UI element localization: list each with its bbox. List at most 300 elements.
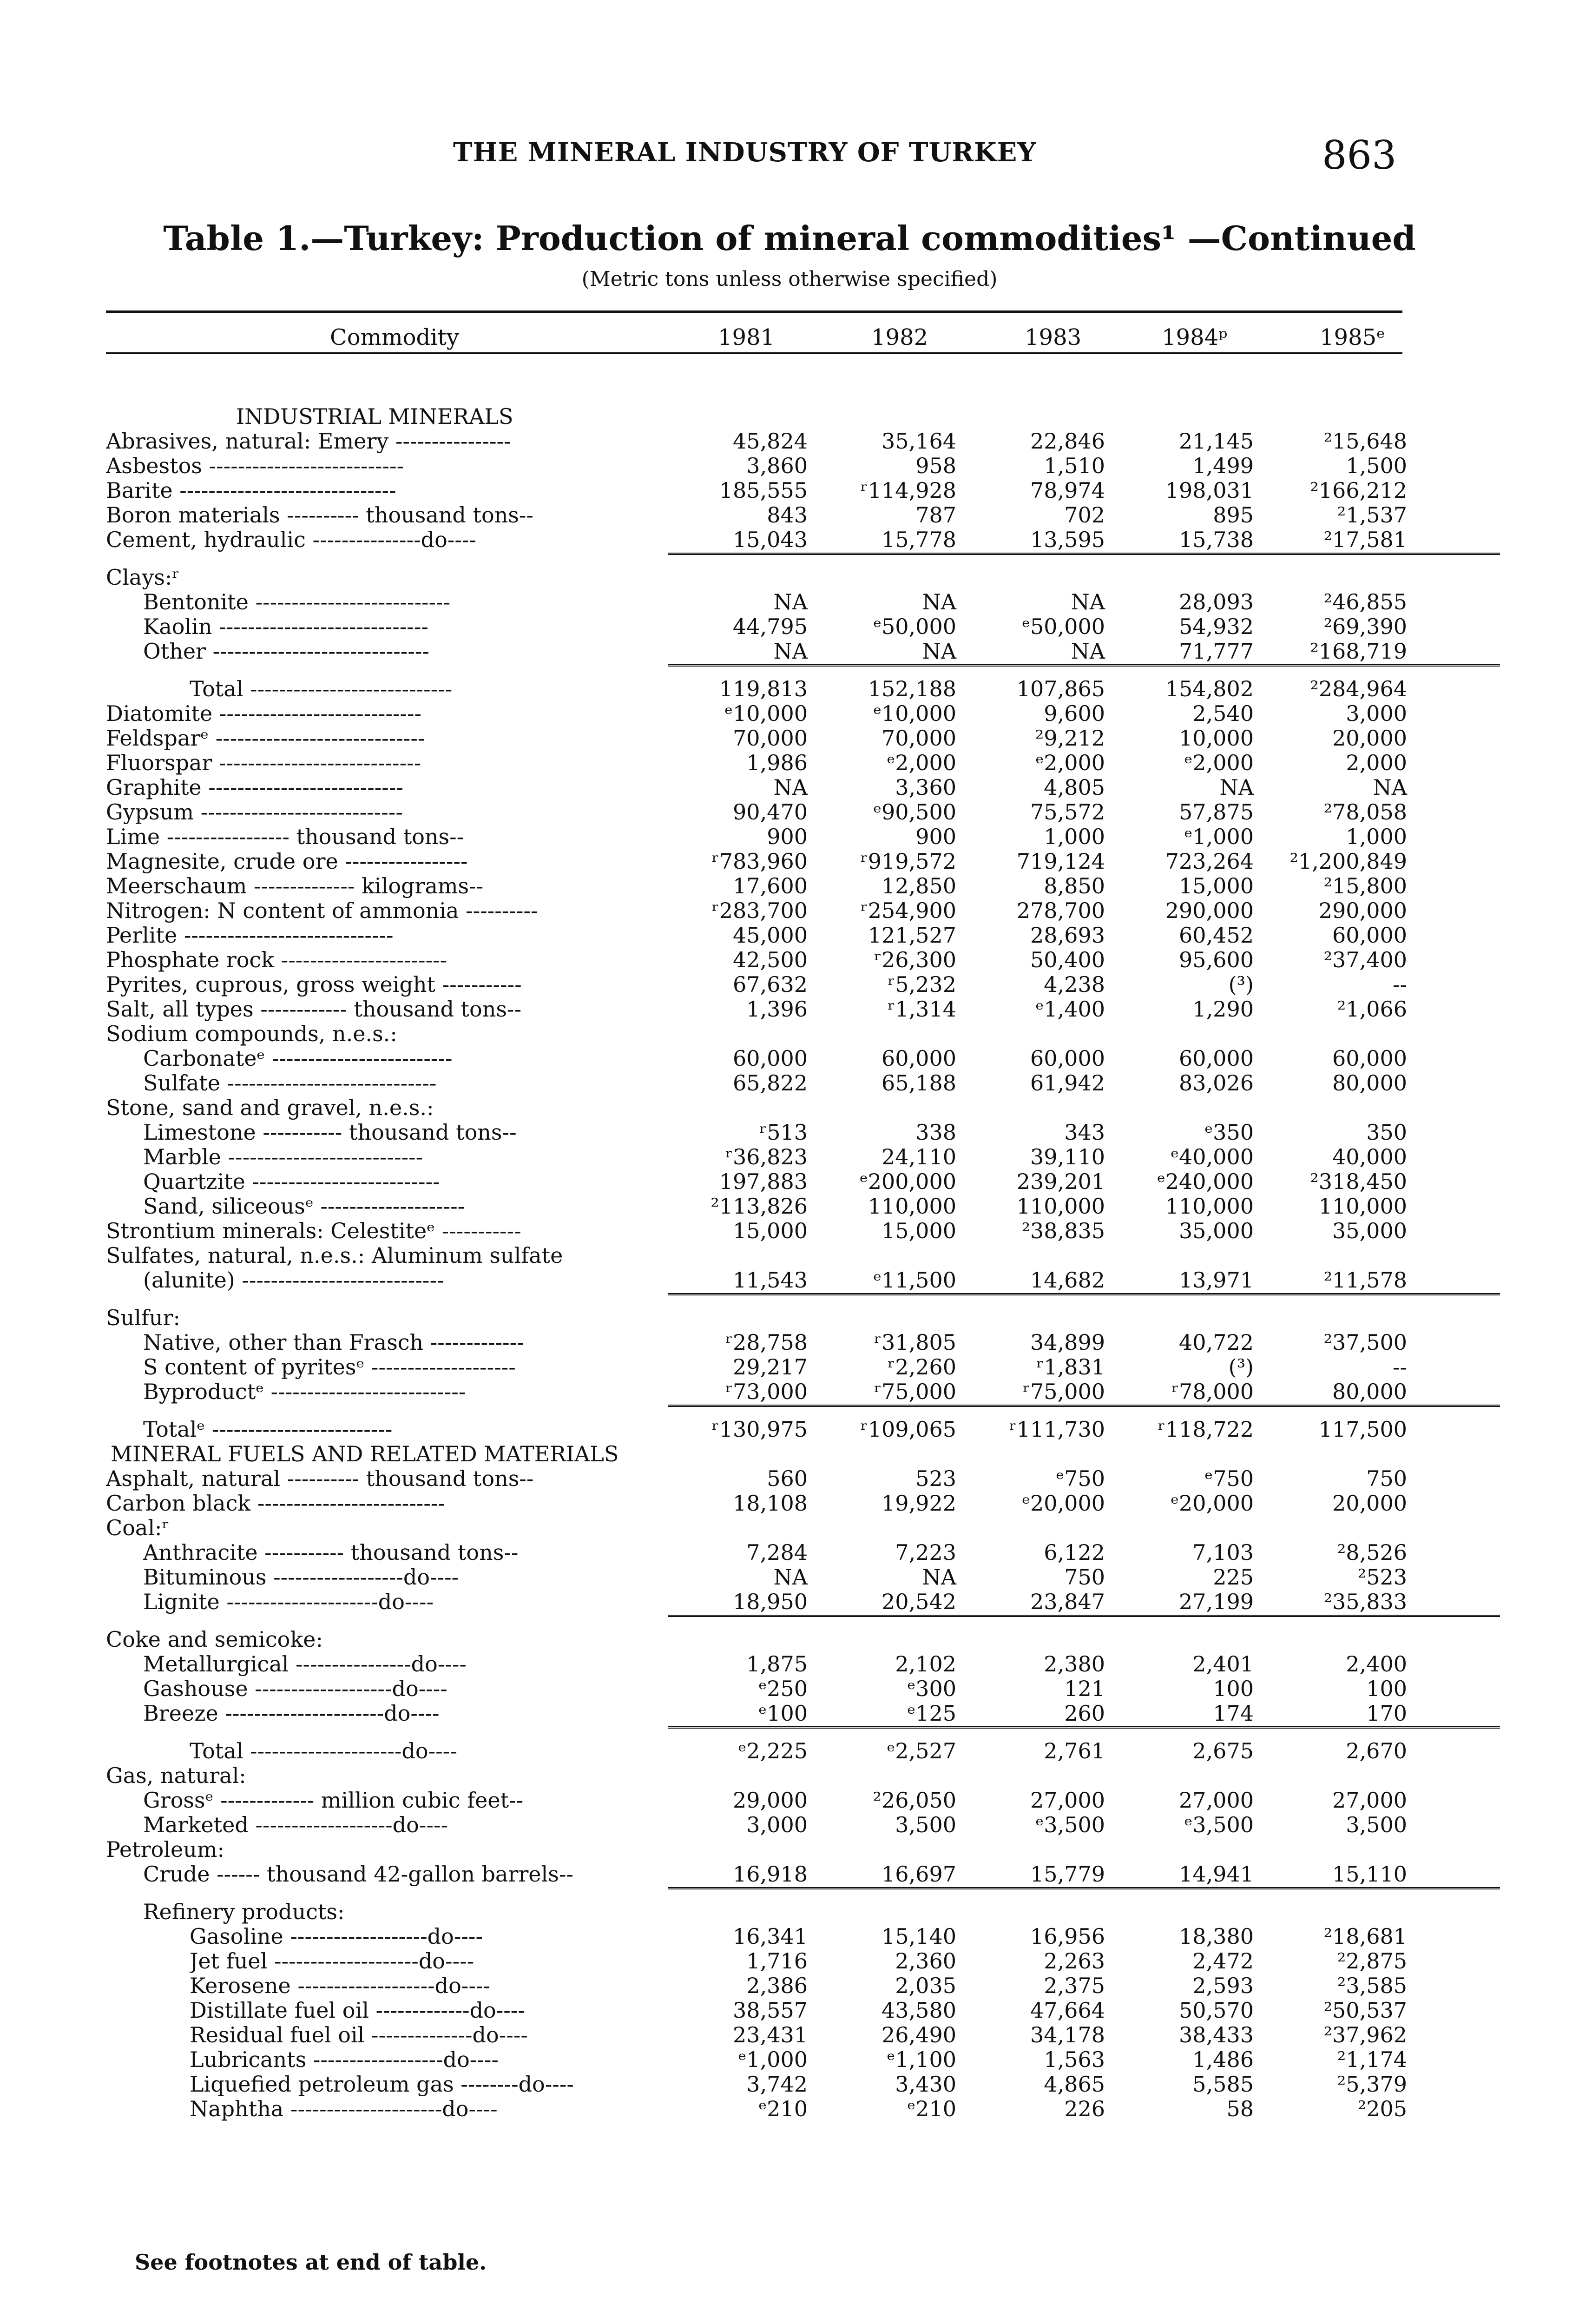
- value-cell: 18,108: [733, 1491, 808, 1516]
- column-header-1981: 1981: [718, 324, 775, 350]
- value-cell: ʳ31,805: [874, 1330, 956, 1355]
- value-cell: 2,593: [1192, 1973, 1254, 1998]
- commodity-label: Other ------------------------------: [143, 639, 429, 664]
- value-cell: 350: [1366, 1120, 1407, 1145]
- value-cell: 2,761: [1044, 1738, 1105, 1763]
- value-cell: ᵉ750: [1056, 1466, 1105, 1491]
- commodity-label: Gasoline -------------------do----: [190, 1924, 483, 1949]
- value-cell: 14,941: [1179, 1862, 1254, 1887]
- value-cell: 24,110: [882, 1144, 956, 1169]
- value-cell: 23,847: [1030, 1589, 1105, 1614]
- value-cell: ʳ75,000: [1023, 1379, 1105, 1404]
- commodity-label: Refinery products:: [143, 1900, 345, 1924]
- value-cell: ²1,066: [1337, 997, 1407, 1022]
- value-cell: 39,110: [1030, 1144, 1105, 1169]
- table-row: [106, 1022, 1402, 1046]
- value-cell: ²15,800: [1323, 873, 1407, 898]
- value-cell: ᵉ90,500: [873, 799, 956, 825]
- value-cell: ʳ111,730: [1009, 1417, 1105, 1442]
- value-cell: ²37,400: [1323, 947, 1407, 972]
- commodity-label: Abrasives, natural: Emery ----------------: [106, 429, 511, 454]
- value-cell: ²18,681: [1323, 1924, 1407, 1949]
- value-cell: 3,000: [746, 1812, 808, 1837]
- commodity-label: Bituminous ------------------do----: [143, 1565, 459, 1590]
- table-row: [106, 1516, 1402, 1540]
- commodity-label: Naphtha ---------------------do----: [190, 2097, 498, 2121]
- value-cell: 16,341: [733, 1924, 808, 1949]
- value-cell: ᵉ11,500: [873, 1268, 956, 1293]
- commodity-label: Kaolin -----------------------------: [143, 614, 428, 639]
- value-cell: 110,000: [1318, 1194, 1407, 1219]
- value-cell: ²284,964: [1310, 676, 1407, 701]
- table-row: [106, 1169, 1407, 1194]
- value-cell: 42,500: [733, 947, 808, 972]
- value-cell: ᵉ40,000: [1171, 1144, 1254, 1169]
- value-cell: 2,380: [1044, 1651, 1105, 1677]
- value-cell: ²5,379: [1337, 2072, 1407, 2097]
- value-cell: 95,600: [1179, 947, 1254, 972]
- commodity-label: Lignite ---------------------do----: [143, 1590, 434, 1614]
- value-cell: ²26,050: [873, 1788, 956, 1813]
- value-cell: (³): [1228, 1354, 1254, 1380]
- commodity-label: Gashouse -------------------do----: [143, 1677, 447, 1701]
- value-cell: ᵉ1,000: [738, 2047, 808, 2072]
- value-cell: 2,670: [1346, 1738, 1407, 1763]
- table-row: [106, 1442, 1402, 1466]
- value-cell: 70,000: [882, 726, 956, 751]
- value-cell: 50,570: [1179, 1998, 1254, 2023]
- table-row: [106, 1120, 1407, 1145]
- value-cell: NA: [922, 589, 956, 614]
- value-cell: 197,883: [719, 1169, 808, 1194]
- commodity-label: Asphalt, natural ---------- thousand tons--: [106, 1466, 534, 1491]
- table-row: [106, 404, 1402, 429]
- table-row: [106, 1330, 1407, 1355]
- value-cell: 1,500: [1346, 453, 1407, 478]
- commodity-label: Nitrogen: N content of ammonia ----------: [106, 898, 538, 923]
- value-cell: 9,600: [1044, 701, 1105, 726]
- value-cell: 40,000: [1332, 1144, 1407, 1169]
- value-cell: ᵉ3,500: [1035, 1812, 1105, 1837]
- table-row: [106, 1627, 1402, 1652]
- value-cell: ²37,500: [1323, 1330, 1407, 1355]
- value-cell: 1,875: [746, 1651, 808, 1677]
- value-cell: 843: [767, 502, 808, 528]
- value-cell: 15,000: [1179, 873, 1254, 898]
- value-cell: ʳ2,260: [888, 1354, 956, 1380]
- column-header-1984: 1984ᵖ: [1162, 324, 1228, 350]
- table-row: [106, 873, 1407, 898]
- value-cell: 2,000: [1346, 750, 1407, 775]
- value-cell: --: [1392, 972, 1407, 997]
- value-cell: 15,000: [733, 1218, 808, 1243]
- table-row: [106, 1194, 1407, 1219]
- value-cell: ᵉ210: [758, 2096, 808, 2121]
- value-cell: ʳ73,000: [725, 1379, 808, 1404]
- table-row: [106, 429, 1407, 454]
- table-row: [106, 997, 1407, 1022]
- value-cell: 110,000: [868, 1194, 956, 1219]
- value-cell: 338: [915, 1120, 956, 1145]
- value-cell: ᵉ200,000: [859, 1169, 956, 1194]
- value-cell: ²78,058: [1323, 799, 1407, 825]
- value-cell: 60,000: [882, 1046, 956, 1071]
- value-cell: 8,850: [1044, 873, 1105, 898]
- value-cell: 65,188: [882, 1070, 956, 1096]
- value-cell: ʳ283,700: [711, 898, 808, 923]
- running-title: THE MINERAL INDUSTRY OF TURKEY: [453, 137, 1037, 168]
- value-cell: --: [1392, 1354, 1407, 1380]
- commodity-label: Byproductᵉ ---------------------------: [143, 1380, 466, 1404]
- value-cell: ᵉ1,100: [887, 2047, 956, 2072]
- table-header-rule: [106, 352, 1402, 354]
- commodity-label: Grossᵉ ------------- million cubic feet--: [143, 1788, 524, 1813]
- commodity-label: Sand, siliceousᵉ --------------------: [143, 1194, 465, 1219]
- value-cell: 27,000: [1332, 1788, 1407, 1813]
- value-cell: ²37,962: [1323, 2022, 1407, 2047]
- value-cell: 14,682: [1030, 1268, 1105, 1293]
- value-cell: 3,000: [1346, 701, 1407, 726]
- value-cell: 60,000: [1332, 1046, 1407, 1071]
- value-cell: 2,102: [895, 1651, 956, 1677]
- value-cell: 28,093: [1179, 589, 1254, 614]
- table-row: [106, 799, 1407, 825]
- value-cell: ᵉ210: [907, 2096, 956, 2121]
- value-cell: 35,164: [882, 429, 956, 454]
- commodity-label: Sulfate -----------------------------: [143, 1071, 437, 1096]
- value-cell: 895: [1213, 502, 1254, 528]
- value-cell: ʳ78,000: [1171, 1379, 1254, 1404]
- value-cell: 15,778: [882, 527, 956, 552]
- table-row: [106, 1268, 1407, 1293]
- commodity-label: Graphite ---------------------------: [106, 775, 403, 800]
- value-cell: 154,802: [1165, 676, 1254, 701]
- table-row: [106, 1144, 1407, 1169]
- value-cell: ʳ513: [759, 1120, 808, 1145]
- value-cell: 1,510: [1044, 453, 1105, 478]
- value-cell: ²1,537: [1337, 502, 1407, 528]
- running-head: [0, 132, 1579, 178]
- table-row: [106, 775, 1407, 800]
- table-row: [106, 502, 1407, 528]
- table-row: [106, 1070, 1407, 1096]
- value-cell: 110,000: [1016, 1194, 1105, 1219]
- value-cell: ²205: [1357, 2096, 1407, 2121]
- commodity-label: Fluorspar ----------------------------: [106, 751, 421, 775]
- value-cell: 4,805: [1044, 775, 1105, 800]
- value-cell: 121,527: [868, 923, 956, 948]
- table-title: Table 1.—Turkey: Production of mineral commodities¹ —Continued: [163, 218, 1416, 258]
- value-cell: ᵉ20,000: [1022, 1491, 1105, 1516]
- value-cell: 54,932: [1179, 614, 1254, 639]
- value-cell: 38,557: [733, 1998, 808, 2023]
- value-cell: (³): [1228, 972, 1254, 997]
- commodity-label: Marble ---------------------------: [143, 1145, 423, 1169]
- value-cell: 239,201: [1016, 1169, 1105, 1194]
- commodity-label: Petroleum:: [106, 1837, 224, 1862]
- value-cell: ʳ28,758: [725, 1330, 808, 1355]
- value-cell: 67,632: [733, 972, 808, 997]
- value-cell: 35,000: [1179, 1218, 1254, 1243]
- value-cell: ᵉ350: [1204, 1120, 1254, 1145]
- value-cell: NA: [1071, 589, 1105, 614]
- value-cell: 750: [1064, 1565, 1105, 1590]
- commodity-label: Crude ------ thousand 42-gallon barrels--: [143, 1862, 573, 1887]
- value-cell: 70,000: [733, 726, 808, 751]
- value-cell: 61,942: [1030, 1070, 1105, 1096]
- table-row: [106, 1306, 1402, 1330]
- value-cell: 34,899: [1030, 1330, 1105, 1355]
- table-row: [106, 1812, 1407, 1837]
- value-cell: ʳ118,722: [1158, 1417, 1254, 1442]
- value-cell: NA: [922, 639, 956, 664]
- value-cell: ʳ783,960: [711, 849, 808, 874]
- value-cell: ᵉ2,527: [887, 1738, 956, 1763]
- value-cell: 2,386: [746, 1973, 808, 1998]
- value-cell: 15,140: [882, 1924, 956, 1949]
- table-row: [106, 1837, 1402, 1862]
- value-cell: 71,777: [1179, 639, 1254, 664]
- value-cell: 110,000: [1165, 1194, 1254, 1219]
- value-cell: 100: [1366, 1676, 1407, 1701]
- value-cell: 3,360: [895, 775, 956, 800]
- value-cell: 343: [1064, 1120, 1105, 1145]
- commodity-label: Feldsparᵉ -----------------------------: [106, 726, 425, 751]
- value-cell: 119,813: [719, 676, 808, 701]
- value-cell: 65,822: [733, 1070, 808, 1096]
- value-cell: 170: [1366, 1701, 1407, 1726]
- value-cell: ²11,578: [1323, 1268, 1407, 1293]
- value-cell: 10,000: [1179, 726, 1254, 751]
- value-cell: 185,555: [719, 478, 808, 503]
- value-cell: 15,779: [1030, 1862, 1105, 1887]
- value-cell: ᵉ1,000: [1184, 824, 1254, 849]
- commodity-label: Pyrites, cuprous, gross weight -----------: [106, 972, 522, 997]
- value-cell: 2,401: [1192, 1651, 1254, 1677]
- value-cell: ²17,581: [1323, 527, 1407, 552]
- commodity-label: Coal:ʳ: [106, 1516, 170, 1540]
- value-cell: NA: [1219, 775, 1254, 800]
- value-cell: 47,664: [1030, 1998, 1105, 2023]
- table-row: [106, 1924, 1407, 1949]
- table-row: [106, 1763, 1402, 1788]
- value-cell: 18,380: [1179, 1924, 1254, 1949]
- value-cell: 80,000: [1332, 1070, 1407, 1096]
- table-row: [106, 1218, 1407, 1243]
- value-cell: 20,000: [1332, 726, 1407, 751]
- value-cell: 3,742: [746, 2072, 808, 2097]
- value-cell: 17,600: [733, 873, 808, 898]
- value-cell: 13,595: [1030, 527, 1105, 552]
- value-cell: ᵉ20,000: [1171, 1491, 1254, 1516]
- value-cell: 958: [915, 453, 956, 478]
- commodity-label: Native, other than Frasch -------------: [143, 1330, 524, 1355]
- value-cell: 3,430: [895, 2072, 956, 2097]
- value-cell: 1,486: [1192, 2047, 1254, 2072]
- value-cell: ²50,537: [1323, 1998, 1407, 2023]
- commodity-label: Total ---------------------do----: [190, 1739, 457, 1763]
- commodity-label: Carbonateᵉ -------------------------: [143, 1046, 453, 1071]
- value-cell: NA: [773, 589, 808, 614]
- value-cell: 1,000: [1346, 824, 1407, 849]
- table-row: [106, 1417, 1407, 1442]
- table-row: [106, 972, 1407, 997]
- value-cell: ²318,450: [1310, 1169, 1407, 1194]
- commodity-label: Cement, hydraulic ---------------do----: [106, 528, 476, 552]
- value-cell: 60,000: [1332, 923, 1407, 948]
- value-cell: 2,035: [895, 1973, 956, 1998]
- column-header-1982: 1982: [871, 324, 928, 350]
- value-cell: 23,431: [733, 2022, 808, 2047]
- table-row: [106, 589, 1407, 614]
- commodity-label: Quartzite --------------------------: [143, 1169, 440, 1194]
- value-cell: ²69,390: [1323, 614, 1407, 639]
- commodity-label: Phosphate rock -----------------------: [106, 948, 447, 972]
- value-cell: NA: [922, 1565, 956, 1590]
- value-cell: 278,700: [1016, 898, 1105, 923]
- value-cell: ʳ114,928: [860, 478, 956, 503]
- table-row: [106, 1948, 1407, 1974]
- table-row: [106, 1589, 1407, 1614]
- table-row: [106, 1701, 1407, 1726]
- value-cell: ᵉ10,000: [724, 701, 808, 726]
- value-cell: 174: [1213, 1701, 1254, 1726]
- commodity-label: Metallurgical ----------------do----: [143, 1652, 467, 1677]
- value-cell: 35,000: [1332, 1218, 1407, 1243]
- value-cell: 22,846: [1030, 429, 1105, 454]
- value-cell: ᵉ125: [907, 1701, 956, 1726]
- value-cell: 226: [1064, 2096, 1105, 2121]
- value-cell: 15,110: [1332, 1862, 1407, 1887]
- table-row: [106, 1900, 1402, 1924]
- table-row: [106, 527, 1407, 552]
- value-cell: ʳ1,314: [888, 997, 956, 1022]
- value-cell: 58: [1226, 2096, 1254, 2121]
- table-row: [106, 750, 1407, 775]
- table-row: [106, 1973, 1407, 1998]
- value-cell: 75,572: [1030, 799, 1105, 825]
- value-cell: ²35,833: [1323, 1589, 1407, 1614]
- table-row: [106, 1540, 1407, 1565]
- value-cell: 45,000: [733, 923, 808, 948]
- commodity-label: Perlite -----------------------------: [106, 923, 394, 948]
- table-row: [106, 923, 1407, 948]
- value-cell: 29,000: [733, 1788, 808, 1813]
- commodity-label: Breeze ----------------------do----: [143, 1701, 440, 1726]
- value-cell: 719,124: [1016, 849, 1105, 874]
- value-cell: 290,000: [1165, 898, 1254, 923]
- value-cell: 27,000: [1030, 1788, 1105, 1813]
- value-cell: ²38,835: [1021, 1218, 1105, 1243]
- value-cell: 900: [767, 824, 808, 849]
- value-cell: ᵉ3,500: [1184, 1812, 1254, 1837]
- value-cell: 5,585: [1192, 2072, 1254, 2097]
- commodity-label: Anthracite ----------- thousand tons--: [143, 1540, 519, 1565]
- commodity-label: Marketed -------------------do----: [143, 1813, 448, 1837]
- footnote-reference: See footnotes at end of table.: [135, 2250, 487, 2275]
- value-cell: ʳ75,000: [874, 1379, 956, 1404]
- commodity-label: Lubricants ------------------do----: [190, 2047, 499, 2072]
- table-row: [106, 726, 1407, 751]
- value-cell: 90,470: [733, 799, 808, 825]
- value-cell: 19,922: [882, 1491, 956, 1516]
- commodity-label: Salt, all types ------------ thousand tons--: [106, 997, 522, 1022]
- value-cell: 16,956: [1030, 1924, 1105, 1949]
- table-row: [106, 701, 1407, 726]
- value-cell: ʳ130,975: [711, 1417, 808, 1442]
- commodity-label: MINERAL FUELS AND RELATED MATERIALS: [111, 1442, 619, 1466]
- value-cell: ʳ254,900: [860, 898, 956, 923]
- value-cell: ᵉ100: [758, 1701, 808, 1726]
- table-row: [106, 1676, 1407, 1701]
- commodity-label: Liquefied petroleum gas --------do----: [190, 2072, 574, 2097]
- value-cell: ²2,875: [1337, 1948, 1407, 1974]
- table-top-rule: [106, 310, 1402, 313]
- page-number: 863: [1322, 132, 1397, 178]
- value-cell: 60,000: [733, 1046, 808, 1071]
- commodity-label: Clays:ʳ: [106, 565, 180, 590]
- value-cell: 20,542: [882, 1589, 956, 1614]
- value-cell: ²1,200,849: [1290, 849, 1407, 874]
- value-cell: 2,375: [1044, 1973, 1105, 1998]
- commodity-label: Bentonite ---------------------------: [143, 590, 451, 614]
- commodity-label: Diatomite ----------------------------: [106, 701, 422, 726]
- value-cell: ²523: [1357, 1565, 1407, 1590]
- value-cell: ²46,855: [1323, 589, 1407, 614]
- table-row: [106, 1243, 1402, 1268]
- value-cell: ᵉ2,000: [887, 750, 956, 775]
- value-cell: 2,540: [1192, 701, 1254, 726]
- commodity-label: Lime ----------------- thousand tons--: [106, 825, 464, 849]
- value-cell: 60,000: [1030, 1046, 1105, 1071]
- commodity-label: Sulfur:: [106, 1306, 180, 1330]
- value-cell: ʳ36,823: [725, 1144, 808, 1169]
- value-cell: 80,000: [1332, 1379, 1407, 1404]
- value-cell: ᵉ10,000: [873, 701, 956, 726]
- value-cell: 20,000: [1332, 1491, 1407, 1516]
- value-cell: 16,918: [733, 1862, 808, 1887]
- value-cell: 7,103: [1192, 1540, 1254, 1565]
- value-cell: 12,850: [882, 873, 956, 898]
- table-row: [106, 1788, 1407, 1813]
- value-cell: ᵉ300: [907, 1676, 956, 1701]
- value-cell: ²3,585: [1337, 1973, 1407, 1998]
- table-row: [106, 1738, 1407, 1763]
- table-row: [106, 639, 1407, 664]
- value-cell: ²113,826: [711, 1194, 808, 1219]
- value-cell: 523: [915, 1466, 956, 1491]
- commodity-label: Boron materials ---------- thousand tons--: [106, 503, 533, 528]
- value-cell: ʳ109,065: [860, 1417, 956, 1442]
- value-cell: 27,000: [1179, 1788, 1254, 1813]
- value-cell: 57,875: [1179, 799, 1254, 825]
- value-cell: 28,693: [1030, 923, 1105, 948]
- commodity-label: Carbon black --------------------------: [106, 1491, 445, 1516]
- commodity-label: INDUSTRIAL MINERALS: [236, 404, 513, 429]
- value-cell: 2,263: [1044, 1948, 1105, 1974]
- value-cell: ᵉ2,000: [1035, 750, 1105, 775]
- table-body: [106, 404, 1407, 2121]
- value-cell: 121: [1064, 1676, 1105, 1701]
- column-header-1985: 1985ᵉ: [1320, 324, 1385, 350]
- value-cell: 60,452: [1179, 923, 1254, 948]
- value-cell: 1,986: [746, 750, 808, 775]
- table-row: [106, 849, 1407, 874]
- commodity-label: Coke and semicoke:: [106, 1627, 323, 1652]
- value-cell: ²15,648: [1323, 429, 1407, 454]
- table-row: [106, 1651, 1407, 1677]
- table-row: [106, 947, 1407, 972]
